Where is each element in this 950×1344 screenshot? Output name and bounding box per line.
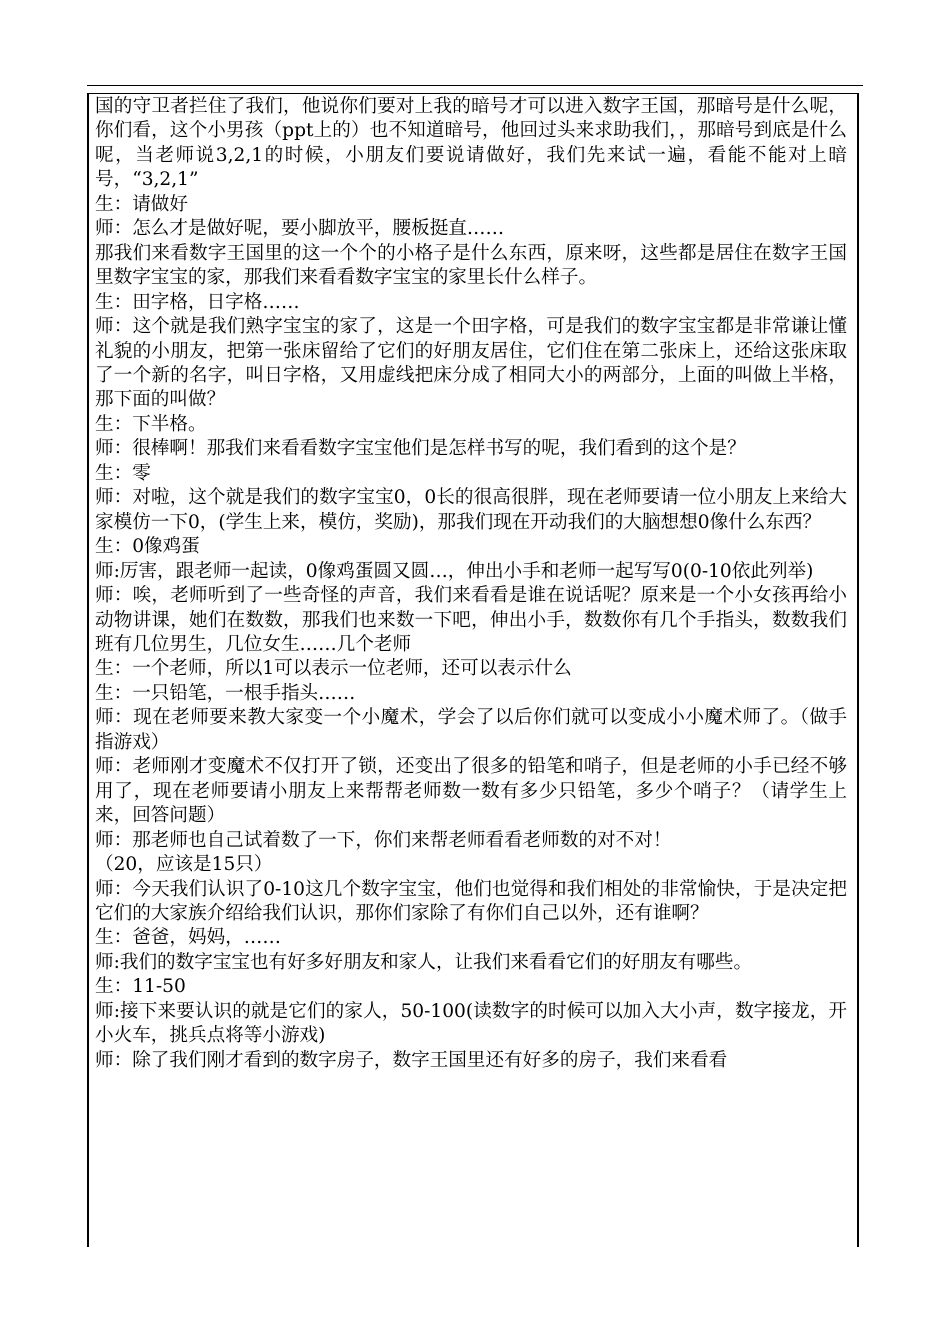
paragraph: 师：现在老师要来教大家变一个小魔术，学会了以后你们就可以变成小小魔术师了。（做手指游戏） [95, 707, 847, 753]
header-rule [87, 85, 863, 86]
paragraph: 师:接下来要认识的就是它们的家人，50-100(读数字的时候可以加入大小声，数字接龙，开小火车，挑兵点将等小游戏) [95, 1000, 847, 1047]
paragraph: 师:我们的数字宝宝也有好多好朋友和家人，让我们来看看它们的好朋友有哪些。 [95, 951, 753, 973]
paragraph: 师：对啦，这个就是我们的数字宝宝0，0长的很高很胖，现在老师要请一位小朋友上来给大家模仿一下0，(学生上来，模仿，奖励)，那我们现在开动我们的大脑想想0像什么东西？ [95, 487, 847, 533]
paragraph: 生：一个老师，所以1可以表示一位老师，还可以表示什么 [95, 658, 572, 680]
paragraph: （20，应该是15只） [95, 854, 273, 876]
paragraph: 师：这个就是我们熟字宝宝的家了，这是一个田字格，可是我们的数字宝宝都是非常谦让懂礼貌的小朋友，把第一张床留给了它们的好朋友居住，它们住在第二张床上，还给这张床取了一个新的名字，叫日字格，又用虚线把床分成了相同大小的两部分，上面的叫做上半格，那下面的叫做？ [95, 316, 847, 411]
paragraph: 师：唉，老师听到了一些奇怪的声音，我们来看看是谁在说话呢？原来是一个小女孩再给小动物讲课，她们在数数，那我们也来数一下吧，伸出小手，数数你有几个手指头，数数我们班有几位男生，几位女生……几个老师 [95, 585, 847, 655]
paragraph: 生：0像鸡蛋 [95, 536, 200, 558]
paragraph: 师：那老师也自己试着数了一下，你们来帮老师看看老师数的对不对！ [95, 829, 672, 851]
paragraph: 师：老师刚才变魔术不仅打开了锁，还变出了很多的铅笔和哨子，但是老师的小手已经不够用了，现在老师要请小朋友上来帮帮老师数一数有多少只铅笔，多少个哨子？（请学生上来，回答问题） [95, 756, 847, 827]
paragraph: 生：11-50 [95, 976, 186, 998]
paragraph: 生：请做好 [95, 193, 188, 215]
paragraph: 生：零 [95, 462, 151, 484]
paragraph: 生：田字格，日字格…… [95, 291, 300, 313]
paragraph: 师：除了我们刚才看到的数字房子，数字王国里还有好多的房子，我们来看看 [95, 1049, 728, 1071]
paragraph: 那我们来看数字王国里的这一个个的小格子是什么东西，原来呀，这些都是居住在数字王国里数字宝宝的家，那我们来看看数字宝宝的家里长什么样子。 [95, 242, 847, 289]
paragraph: 师:厉害，跟老师一起读，0像鸡蛋圆又圆…，伸出小手和老师一起写写0(0-10依此列举) [95, 560, 814, 582]
paragraph: 生：下半格。 [95, 413, 207, 435]
paragraph: 师：很棒啊！那我们来看看数字宝宝他们是怎样书写的呢，我们看到的这个是？ [95, 438, 746, 460]
paragraph: 师：今天我们认识了0-10这几个数字宝宝，他们也觉得和我们相处的非常愉快，于是决定把它们的大家族介绍给我们认识，那你们家除了有你们自己以外，还有谁啊？ [95, 878, 847, 924]
paragraph: 生：一只铅笔，一根手指头…… [95, 682, 356, 704]
lesson-transcript [95, 95, 847, 1073]
paragraph: 师：怎么才是做好呢，要小脚放平，腰板挺直…… [95, 218, 505, 240]
paragraph: 国的守卫者拦住了我们，他说你们要对上我的暗号才可以进入数字王国，那暗号是什么呢，你们看，这个小男孩（ppt上的）也不知道暗号，他回过头来求助我们，，那暗号到底是什么呢，当老师说3,2,1的时候，小朋友们要说请做好，我们先来试一遍，看能不能对上暗号，“3,2,1” [95, 96, 847, 191]
paragraph: 生：爸爸，妈妈，…… [95, 927, 281, 949]
